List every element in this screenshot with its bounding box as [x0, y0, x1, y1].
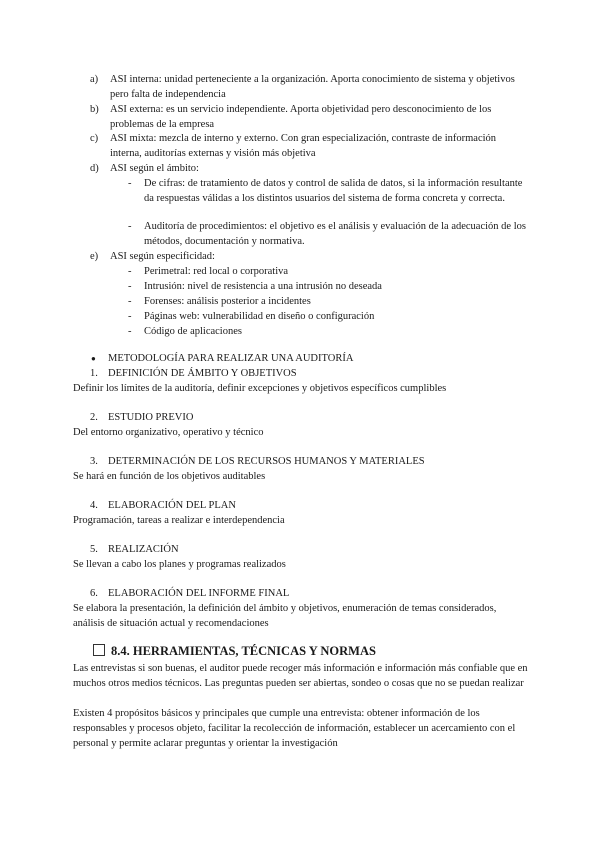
- list-letter: c): [90, 133, 99, 144]
- step-description: Se llevan a cabo los planes y programas realizados: [73, 559, 286, 570]
- step-title: DETERMINACIÓN DE LOS RECURSOS HUMANOS Y MATERIALES: [108, 456, 425, 467]
- step-number: 2.: [90, 412, 98, 423]
- step-number: 4.: [90, 500, 98, 511]
- step-title: ESTUDIO PREVIO: [108, 412, 194, 423]
- sublist-item-text: Forenses: análisis posterior a incidentes: [144, 296, 311, 307]
- step-title: ELABORACIÓN DEL PLAN: [108, 500, 236, 511]
- sublist-item-text: Intrusión: nivel de resistencia a una intrusión no deseada: [144, 281, 382, 292]
- step-number: 1.: [90, 368, 98, 379]
- sublist-item-text: Código de aplicaciones: [144, 326, 242, 337]
- bullet-icon: ●: [91, 354, 96, 363]
- section-heading: [93, 643, 376, 659]
- step-description: Del entorno organizativo, operativo y técnico: [73, 427, 264, 438]
- list-letter: a): [90, 74, 99, 85]
- list-letter: d): [90, 163, 99, 174]
- list-dash: -: [128, 266, 132, 277]
- methodology-heading: METODOLOGÍA PARA REALIZAR UNA AUDITORÍA: [108, 353, 354, 364]
- list-item-text: ASI según especificidad:: [110, 251, 215, 262]
- list-dash: -: [128, 326, 132, 337]
- step-description: Se elabora la presentación, la definición del ámbito y objetivos, enumeración de temas considerados, análisis de situación actual y recomendaciones: [73, 603, 497, 629]
- sublist-item-text: Páginas web: vulnerabilidad en diseño o configuración: [144, 311, 375, 322]
- step-number: 3.: [90, 456, 98, 467]
- step-number: 5.: [90, 544, 98, 555]
- step-title: REALIZACIÓN: [108, 544, 179, 555]
- list-dash: -: [128, 281, 132, 292]
- step-description: Programación, tareas a realizar e interdependencia: [73, 515, 285, 526]
- list-letter: e): [90, 251, 99, 262]
- section-paragraph: Las entrevistas si son buenas, el auditor puede recoger más información e información más confiable que en muchos otros medios técnicos. Las preguntas pueden ser abiertas, sondeo o cosas que no se puedan realizar: [73, 663, 528, 689]
- step-description: Se hará en función de los objetivos auditables: [73, 471, 266, 482]
- step-number: 6.: [90, 588, 98, 599]
- step-description: Definir los límites de la auditoría, definir excepciones y objetivos específicos cumplibles: [73, 383, 447, 394]
- step-title: ELABORACIÓN DEL INFORME FINAL: [108, 588, 290, 599]
- checkbox-icon: [93, 644, 105, 656]
- sublist-item-text: Auditoría de procedimientos: el objetivo es el análisis y evaluación de la adecuación de los métodos, documentación y normativa.: [144, 221, 526, 247]
- sublist-item-text: De cifras: de tratamiento de datos y control de salida de datos, si la información resultante da respuestas válidas a los distintos usuarios del sistema de forma concreta y correcta.: [144, 178, 523, 204]
- list-item-text: ASI externa: es un servicio independiente. Aporta objetividad pero desconocimiento de los problemas de la empresa: [110, 104, 492, 130]
- list-dash: -: [128, 221, 132, 232]
- sublist-item-text: Perimetral: red local o corporativa: [144, 266, 289, 277]
- section-title: 8.4. HERRAMIENTAS, TÉCNICAS Y NORMAS: [111, 644, 376, 658]
- list-dash: -: [128, 311, 132, 322]
- step-title: DEFINICIÓN DE ÁMBITO Y OBJETIVOS: [108, 368, 297, 379]
- list-dash: -: [128, 178, 132, 189]
- list-item-text: ASI según el ámbito:: [110, 163, 199, 174]
- list-item-text: ASI mixta: mezcla de interno y externo. Con gran especialización, contraste de información interna, auditorías externas y visión más objetiva: [110, 133, 497, 159]
- list-dash: -: [128, 296, 132, 307]
- list-letter: b): [90, 104, 99, 115]
- section-paragraph: Existen 4 propósitos básicos y principales que cumple una entrevista: obtener información de los responsables y procesos objeto, facilitar la recolección de información, establecer un acercamiento con el personal y permite aclarar preguntas y orientar la investigación: [73, 708, 516, 749]
- list-item-text: ASI interna: unidad perteneciente a la organización. Aporta conocimiento de sistema y objetivos pero falta de independencia: [110, 74, 515, 100]
